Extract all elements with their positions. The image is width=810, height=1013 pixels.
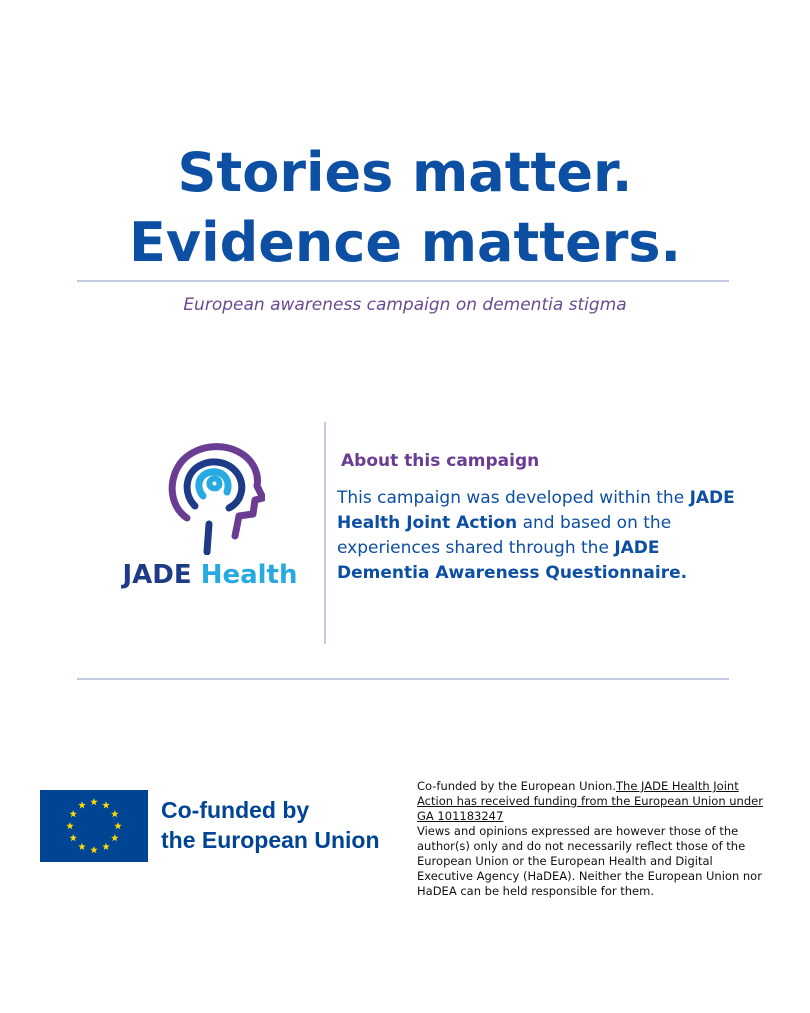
about-body xyxy=(337,486,757,586)
logo-word-jade: JADE xyxy=(122,560,192,590)
disclaimer-lead: Co-funded by the European Union. xyxy=(417,779,616,793)
eu-flag-icon xyxy=(40,790,148,862)
about-text-2: and based on the experiences shared through the xyxy=(337,513,672,558)
about-bold-1: JADE Health Joint Action xyxy=(337,488,735,533)
top-divider xyxy=(77,280,729,282)
subtitle: European awareness campaign on dementia stigma xyxy=(183,295,627,315)
vertical-divider xyxy=(324,422,326,644)
headline-line-1: Stories matter. xyxy=(177,141,633,204)
logo-word-health: Health xyxy=(200,560,298,590)
eu-label-line-2: the European Union xyxy=(161,827,380,853)
disclaimer-body: Views and opinions expressed are however those of the author(s) only and do not necessarily reflect those of the European Union or the European Health and Digital Executive Agency (HaDEA). Neither the European Union nor HaDEA can be held responsible for them. xyxy=(417,824,762,898)
about-bold-2: JADE Dementia Awareness Questionnaire. xyxy=(337,538,688,583)
head-profile-spiral-icon xyxy=(165,440,265,555)
eu-cofunded-label xyxy=(161,795,380,855)
about-heading: About this campaign xyxy=(341,451,540,471)
headline-line-2: Evidence matters. xyxy=(129,211,681,274)
bottom-divider xyxy=(77,678,729,680)
funding-disclaimer xyxy=(417,779,772,899)
eu-label-line-1: Co-funded by xyxy=(161,797,310,823)
disclaimer-link[interactable]: The JADE Health Joint Action has received funding from the European Union under GA 101183247 xyxy=(417,779,763,823)
about-text-1: This campaign was developed within the xyxy=(337,488,685,508)
jade-health-logo xyxy=(110,440,310,600)
logo-wordmark xyxy=(110,560,310,590)
